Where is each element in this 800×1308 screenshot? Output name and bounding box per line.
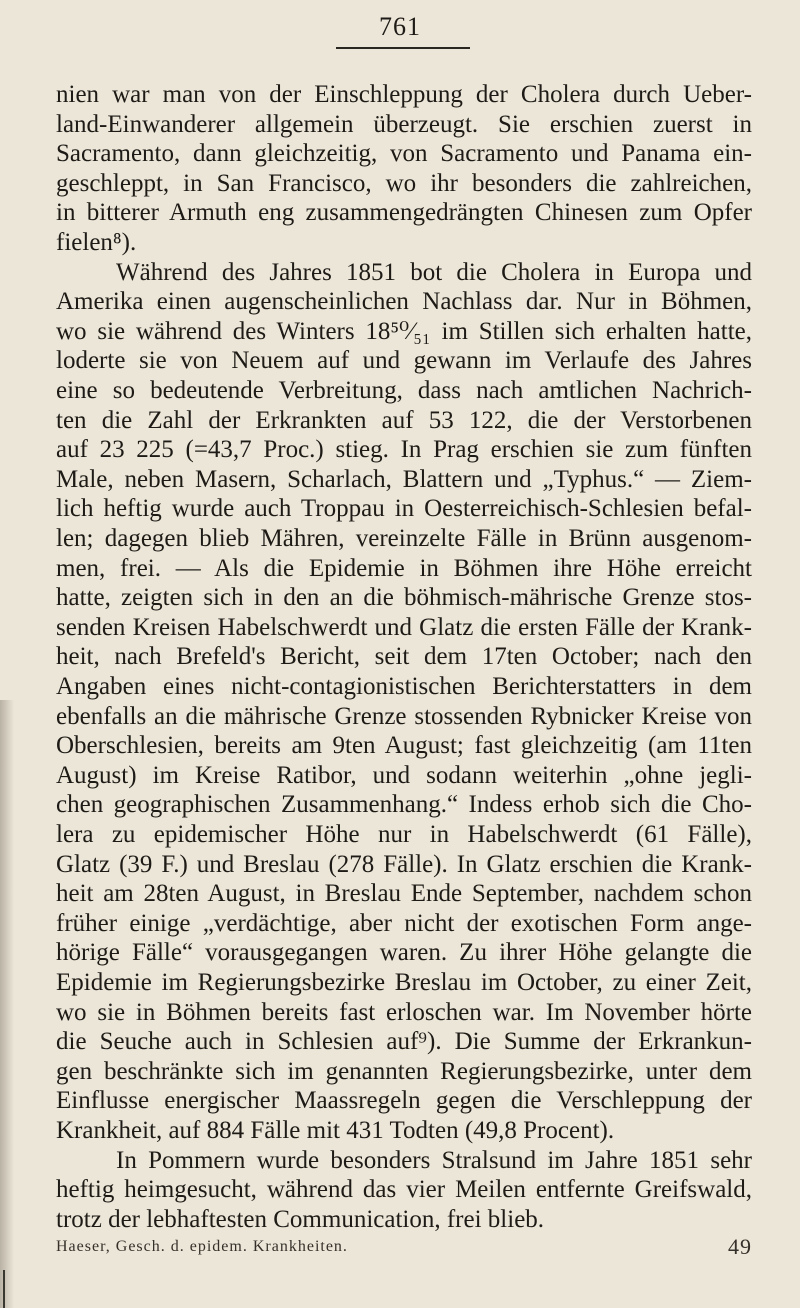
text-line: wo sie während des Winters 18⁵⁰⁄₅₁ im Stillen sich erhalten hatte, — [56, 317, 752, 345]
signature-mark: 49 — [728, 1234, 752, 1260]
binding-shadow — [0, 700, 14, 1308]
text-line: senden Kreisen Habelschwerdt und Glatz die ersten Fälle der Krank- — [56, 613, 752, 641]
text-line: in bitterer Armuth eng zusammengedrängten Chinesen zum Opfer — [56, 199, 752, 227]
text-line: Amerika einen augenscheinlichen Nachlass dar. Nur in Böhmen, — [56, 288, 752, 316]
text-line: Epidemie im Regierungsbezirke Breslau im October, zu einer Zeit, — [56, 969, 752, 996]
text-line: eine so bedeutende Verbreitung, dass nach amtlichen Nachrich- — [56, 377, 752, 404]
text-line: Male, neben Masern, Scharlach, Blattern und „Typhus.“ — Ziem- — [56, 465, 752, 493]
text-line: auf 23 225 (=43,7 Proc.) stieg. In Prag erschien sie zum fünften — [56, 436, 752, 464]
text-line: heftig heimgesucht, während das vier Meilen entfernte Greifswald, — [56, 1176, 752, 1204]
text-line: chen geographischen Zusammenhang.“ Indess erhob sich die Cho- — [56, 791, 752, 819]
text-line: früher einige „verdächtige, aber nicht der exotischen Form ange- — [56, 909, 752, 937]
text-line: nien war man von der Einschleppung der Cholera durch Ueber- — [56, 81, 752, 108]
text-line: Sacramento, dann gleichzeitig, von Sacramento und Panama ein- — [56, 140, 752, 168]
binding-edge — [3, 1270, 5, 1308]
text-line: In Pommern wurde besonders Stralsund im Jahre 1851 sehr — [116, 1146, 752, 1174]
text-line: trotz der lebhaftesten Communication, frei blieb. — [56, 1205, 545, 1233]
text-line: Oberschlesien, bereits am 9ten August; fast gleichzeitig (am 11ten — [56, 732, 752, 760]
text-line: fielen⁸). — [56, 229, 137, 256]
page-number: 761 — [379, 12, 421, 41]
text-line: hörige Fälle“ vorausgegangen waren. Zu ihrer Höhe gelangte die — [56, 939, 752, 967]
text-line: land-Einwanderer allgemein überzeugt. Sie erschien zuerst in — [56, 110, 752, 138]
text-line: geschleppt, in San Francisco, wo ihr besonders die zahlreichen, — [56, 169, 752, 197]
text-line: heit am 28ten August, in Breslau Ende September, nachdem schon — [56, 880, 752, 908]
text-line: len; dagegen blieb Mähren, vereinzelte Fälle in Brünn ausgenom- — [56, 525, 752, 552]
text-line: loderte sie von Neuem auf und gewann im Verlaufe des Jahres — [56, 347, 752, 375]
running-title: Haeser, Gesch. d. epidem. Krankheiten. — [56, 1238, 348, 1256]
text-line: Einflusse energischer Maassregeln gegen die Verschleppung der — [56, 1087, 752, 1115]
text-line: hatte, zeigten sich in den an die böhmisch-mährische Grenze stos- — [56, 584, 752, 612]
text-line: ebenfalls an die mährische Grenze stossenden Rybnicker Kreise von — [56, 702, 752, 730]
text-line: lera zu epidemischer Höhe nur in Habelschwerdt (61 Fälle), — [56, 821, 752, 848]
text-line: lich heftig wurde auch Troppau in Oesterreichisch-Schlesien befal- — [56, 495, 752, 523]
footer — [56, 1234, 752, 1268]
text-line: ten die Zahl der Erkrankten auf 53 122, die der Verstorbenen — [56, 406, 752, 434]
text-line: wo sie in Böhmen bereits fast erloschen war. Im November hörte — [56, 998, 752, 1026]
text-line: die Seuche auch in Schlesien auf⁹). Die Summe der Erkrankun- — [56, 1028, 752, 1056]
text-line: Während des Jahres 1851 bot die Cholera in Europa und — [116, 258, 752, 286]
text-line: gen beschränkte sich im genannten Regierungsbezirke, unter dem — [56, 1057, 752, 1085]
text-line: heit, nach Brefeld's Bericht, seit dem 17ten October; nach den — [56, 643, 752, 671]
header-rule — [336, 47, 470, 49]
text-line: Krankheit, auf 884 Fälle mit 431 Todten (49,8 Procent). — [56, 1117, 615, 1144]
text-line: Glatz (39 F.) und Breslau (278 Fälle). In Glatz erschien die Krank- — [56, 850, 752, 878]
text-line: August) im Kreise Ratibor, und sodann weiterhin „ohne jegli- — [56, 761, 752, 789]
text-line: Angaben eines nicht-contagionistischen Berichterstatters in dem — [56, 673, 752, 700]
text-line: men, frei. — Als die Epidemie in Böhmen ihre Höhe erreicht — [56, 554, 752, 582]
